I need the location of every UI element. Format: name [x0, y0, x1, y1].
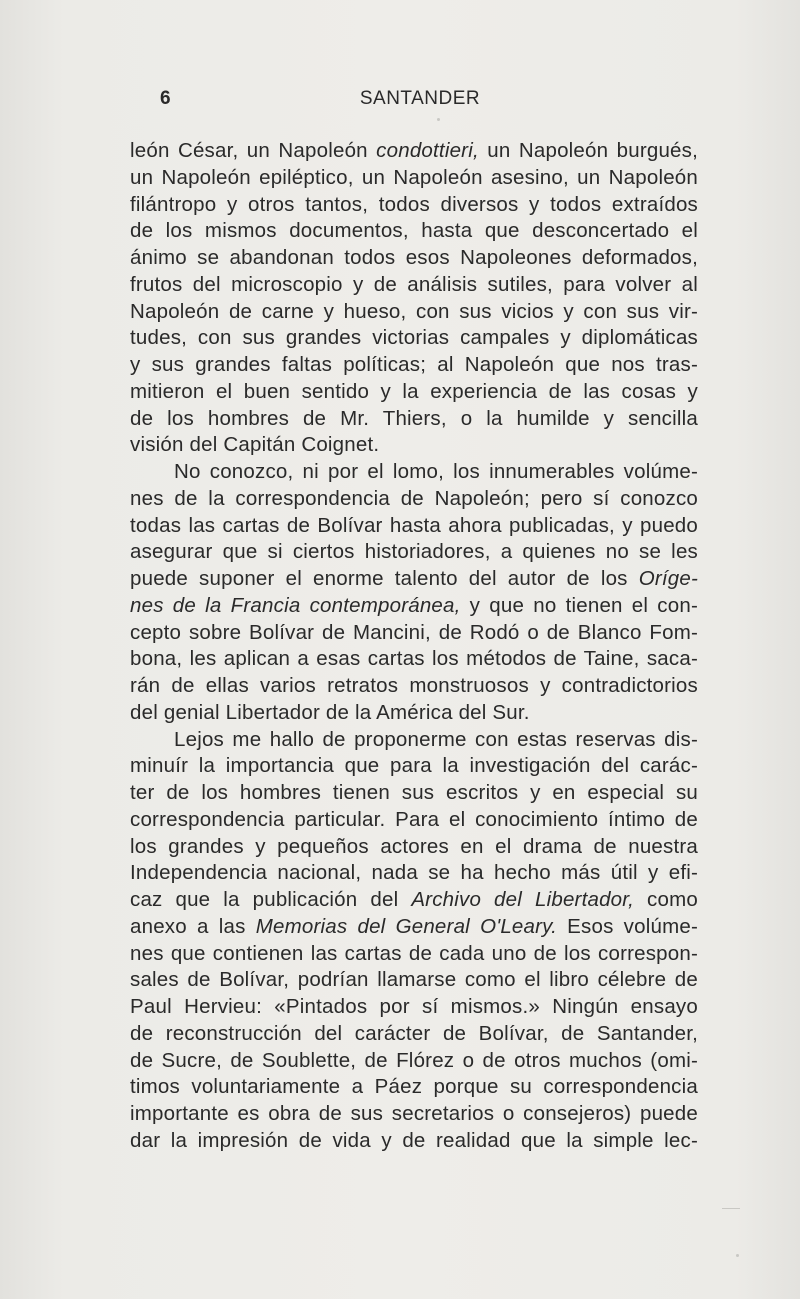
text-segment: león César, un Napoleón [130, 139, 377, 162]
text-segment: anexo a las [130, 914, 256, 938]
text-segment: asegurar que si ciertos historiadores, a quienes no se les [130, 540, 698, 564]
scan-speck [437, 118, 440, 121]
text-segment: de los hombres de Mr. Thiers, o la humilde y sencilla [130, 406, 698, 430]
text-line [130, 967, 698, 994]
text-segment: Esos volúme- [557, 914, 698, 938]
text-line [130, 620, 698, 647]
text-line [130, 1101, 698, 1128]
text-line [130, 165, 698, 192]
text-segment: filántropo y otros tantos, todos diversos y todos extraídos [130, 192, 698, 216]
text-line [130, 646, 698, 673]
text-line [130, 753, 698, 780]
body-text [130, 138, 698, 1155]
text-line [130, 486, 698, 513]
text-segment: Lejos me hallo de proponerme con estas reservas dis- [174, 727, 698, 751]
text-line [130, 941, 698, 968]
italic-title: condottieri, [376, 139, 479, 162]
text-segment: de Sucre, de Soublette, de Flórez o de otros muchos (omi- [130, 1048, 698, 1072]
italic-title: Archivo del Libertador, [411, 888, 635, 911]
text-segment: rán de ellas varios retratos monstruosos y contradictorios [130, 674, 698, 697]
text-segment: todas las cartas de Bolívar hasta ahora publicadas, y puedo [130, 513, 698, 537]
text-segment: como [634, 888, 698, 911]
scan-speck [736, 1254, 739, 1257]
text-segment: nes que contienen las cartas de cada uno de los correspon- [130, 941, 698, 965]
page-header [160, 88, 680, 114]
text-segment: nes de la correspondencia de Napoleón; pero sí conozco [130, 486, 698, 510]
text-segment: un Napoleón burgués, [478, 139, 698, 162]
text-line [130, 673, 698, 700]
text-segment: timos voluntariamente a Páez porque su correspondencia [130, 1075, 698, 1099]
text-line [130, 379, 698, 406]
text-line [130, 593, 698, 620]
text-segment: Napoleón de carne y hueso, con sus vicios y con sus vir- [130, 299, 698, 323]
text-line [130, 513, 698, 540]
text-segment: dar la impresión de vida y de realidad que la simple lec- [130, 1128, 698, 1152]
text-segment: tudes, con sus grandes victorias campales y diplomáticas [130, 326, 698, 350]
text-segment: del genial Libertador de la América del Sur. [130, 700, 530, 724]
text-segment: No conozco, ni por el lomo, los innumerables volúme- [174, 460, 698, 483]
text-line [130, 914, 698, 941]
text-line [130, 994, 698, 1021]
text-segment: mitieron el buen sentido y la experiencia de las cosas y [130, 379, 698, 403]
text-line [130, 1048, 698, 1075]
text-segment: visión del Capitán Coignet. [130, 433, 380, 457]
text-segment: correspondencia particular. Para el conocimiento íntimo de [130, 807, 698, 831]
text-line [130, 218, 698, 245]
text-segment: de reconstrucción del carácter de Bolívar, de Santander, [130, 1021, 698, 1045]
text-line [130, 432, 698, 459]
text-line [130, 1021, 698, 1048]
text-segment: un Napoleón epiléptico, un Napoleón asesino, un Napoleón [130, 165, 698, 189]
text-line [130, 272, 698, 299]
text-segment: Independencia nacional, nada se ha hecho más útil y efi- [130, 861, 698, 885]
text-line [130, 138, 698, 165]
text-line [130, 459, 698, 486]
text-line [130, 1128, 698, 1155]
text-line [130, 887, 698, 914]
text-segment: minuír la importancia que para la investigación del carác- [130, 754, 698, 778]
text-segment: Paul Hervieu: «Pintados por sí mismos.» Ningún ensayo [130, 995, 698, 1018]
text-line [130, 727, 698, 754]
text-segment: caz que la publicación del [130, 888, 412, 911]
italic-title: Oríge- [638, 567, 698, 590]
text-line [130, 860, 698, 887]
running-head: SANTANDER [359, 88, 481, 109]
text-line [130, 807, 698, 834]
text-segment: de los mismos documentos, hasta que desconcertado el [130, 219, 698, 243]
text-line [130, 780, 698, 807]
text-line [130, 192, 698, 219]
text-segment: los grandes y pequeños actores en el drama de nuestra [130, 834, 698, 858]
text-line [130, 700, 698, 727]
text-segment: puede suponer el enorme talento del autor de los [130, 567, 639, 590]
text-segment: bona, les aplican a esas cartas los métodos de Taine, saca- [130, 647, 698, 671]
text-line [130, 245, 698, 272]
text-line [130, 566, 698, 593]
text-line [130, 352, 698, 379]
text-segment: frutos del microscopio y de análisis sutiles, para volver al [130, 272, 698, 296]
text-segment: y sus grandes faltas políticas; al Napoleón que nos tras- [130, 353, 698, 376]
italic-title: nes de la Francia contemporánea, [130, 593, 461, 617]
scan-speck [722, 1208, 740, 1209]
text-line [130, 1074, 698, 1101]
text-line [130, 539, 698, 566]
text-segment: sales de Bolívar, podrían llamarse como el libro célebre de [130, 968, 698, 992]
text-line [130, 834, 698, 861]
page-number: 6 [160, 88, 171, 109]
italic-title: Memorias del General O'Leary. [255, 914, 557, 938]
text-segment: y que no tienen el con- [460, 593, 698, 617]
text-segment: ánimo se abandonan todos esos Napoleones deformados, [130, 246, 698, 269]
text-line [130, 325, 698, 352]
text-line [130, 299, 698, 326]
text-segment: cepto sobre Bolívar de Mancini, de Rodó o de Blanco Fom- [130, 620, 698, 644]
text-segment: ter de los hombres tienen sus escritos y en especial su [130, 781, 698, 804]
text-segment: importante es obra de sus secretarios o consejeros) puede [130, 1102, 698, 1125]
text-line [130, 406, 698, 433]
